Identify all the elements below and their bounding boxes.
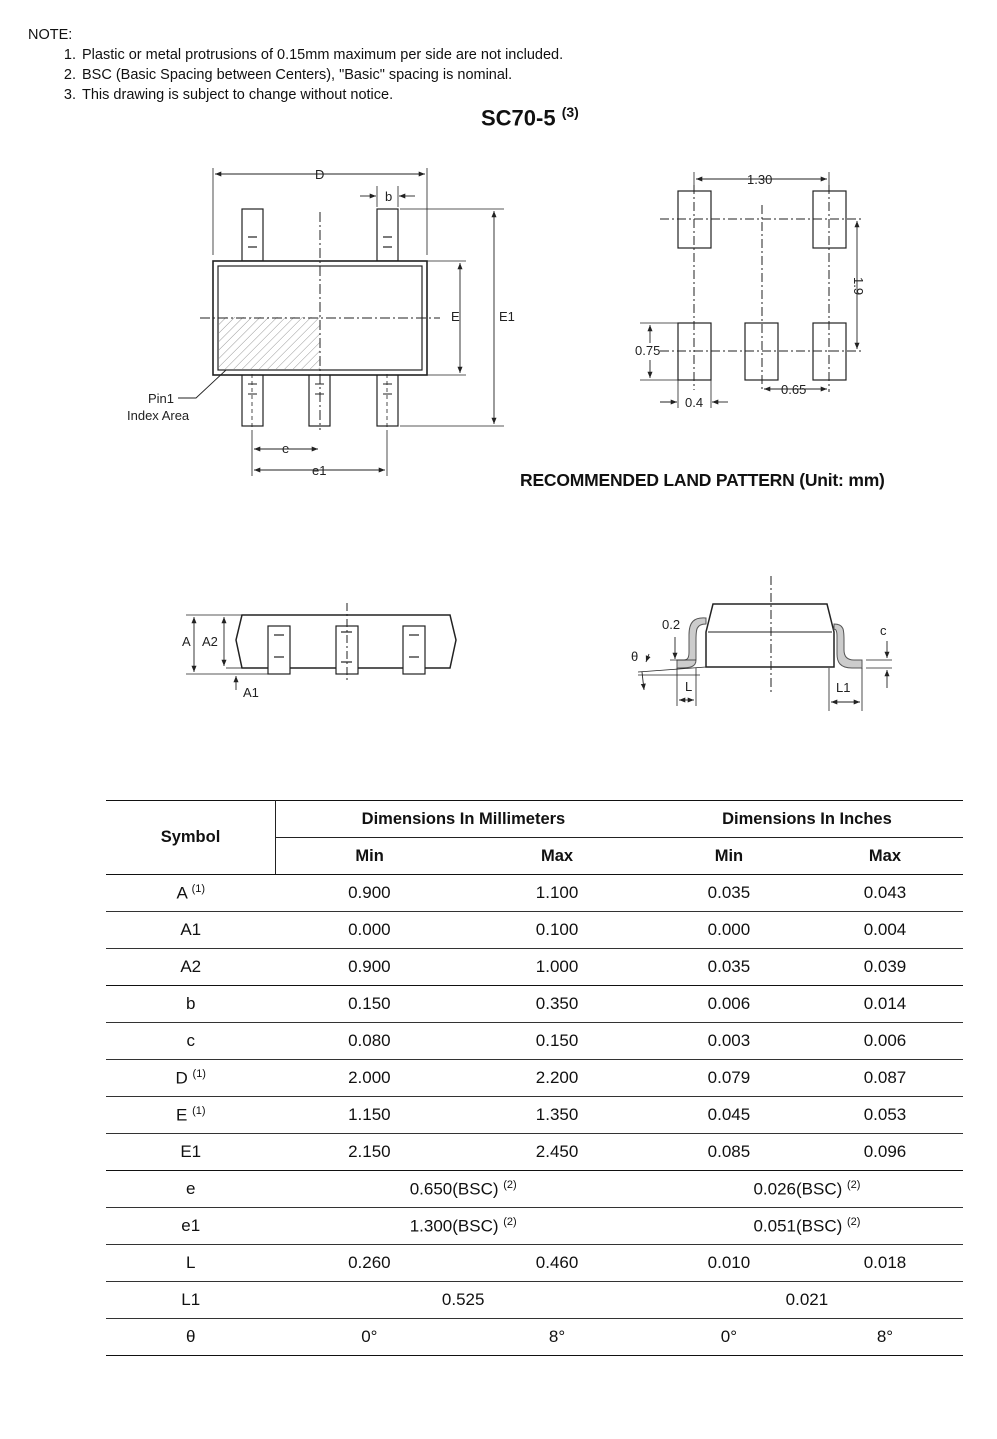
- dim-label-E1: E1: [499, 309, 515, 324]
- symbol-cell: [106, 1060, 276, 1097]
- table-row: [106, 1171, 963, 1208]
- end-view: [638, 576, 892, 711]
- end-body: [706, 604, 834, 667]
- in-span-cell-value: 0.051(BSC): [753, 1216, 843, 1236]
- in-span-cell-value: 0.021: [785, 1290, 829, 1309]
- table-row: [106, 1023, 963, 1060]
- mm-min-cell: [276, 1319, 464, 1356]
- mm-min-cell: [276, 1023, 464, 1060]
- symbol-cell: [106, 1097, 276, 1134]
- in-min-cell: [651, 1245, 807, 1282]
- dim-label-A2: A2: [202, 634, 218, 649]
- symbol-cell-value: D: [175, 1068, 188, 1088]
- table-row: [106, 875, 963, 912]
- mm-max-cell-value: 0.460: [535, 1253, 579, 1272]
- mm-min-cell-value: 0.900: [348, 883, 391, 902]
- mm-min-cell-value: 2.150: [348, 1142, 391, 1161]
- mm-max-cell: [463, 912, 651, 949]
- in-min-cell-value: 0.045: [707, 1105, 751, 1124]
- symbol-cell-note: (1): [192, 1067, 206, 1080]
- package-note-ref: (3): [561, 104, 579, 120]
- dim-label-0.4: 0.4: [685, 395, 704, 410]
- mm-span-cell: [276, 1282, 651, 1319]
- in-max-cell: [807, 1245, 963, 1282]
- dim-label-L1: L1: [836, 680, 851, 695]
- dim-label-A1: A1: [243, 685, 259, 700]
- symbol-cell: [106, 1208, 276, 1245]
- in-max-cell-value: 0.006: [863, 1031, 907, 1050]
- in-min-cell: [651, 1134, 807, 1171]
- table-row: [106, 1097, 963, 1134]
- in-max-cell-value: 0.004: [863, 920, 907, 939]
- mm-max-header: Max: [463, 838, 651, 875]
- in-min-cell: [651, 1023, 807, 1060]
- in-min-cell: [651, 1319, 807, 1356]
- in-max-cell: [807, 875, 963, 912]
- mm-max-cell-value: 8°: [548, 1327, 566, 1346]
- mm-min-cell-value: 0.080: [348, 1031, 391, 1050]
- mm-min-cell: [276, 1060, 464, 1097]
- in-min-cell: [651, 1060, 807, 1097]
- in-max-cell-value: 0.014: [863, 994, 907, 1013]
- in-min-cell-value: 0.000: [707, 920, 751, 939]
- index-area-label: Index Area: [127, 408, 190, 423]
- in-min-cell-value: 0°: [720, 1327, 738, 1346]
- in-span-cell-note: (2): [847, 1178, 861, 1191]
- land-pattern: [640, 172, 862, 408]
- symbol-cell-value: e: [186, 1179, 196, 1198]
- in-min-cell-value: 0.085: [707, 1142, 751, 1161]
- pin1-label: Pin1: [148, 391, 175, 406]
- table-body: [106, 875, 963, 1356]
- mm-span-cell-note: (2): [503, 1215, 517, 1228]
- in-min-cell: [651, 912, 807, 949]
- symbol-cell-value: L: [186, 1253, 196, 1272]
- dim-label-1.9: 1.9: [851, 277, 866, 296]
- mm-min-cell-value: 0.150: [348, 994, 391, 1013]
- table-row: [106, 1060, 963, 1097]
- dim-label-e1: e1: [312, 463, 327, 478]
- mm-max-cell: [463, 1097, 651, 1134]
- mm-max-cell: [463, 1023, 651, 1060]
- in-span-cell: [651, 1171, 963, 1208]
- mm-span-cell: [276, 1171, 651, 1208]
- table-row: [106, 1245, 963, 1282]
- mm-header: Dimensions In Millimeters: [276, 801, 651, 838]
- in-max-cell-value: 0.018: [863, 1253, 907, 1272]
- in-min-cell: [651, 875, 807, 912]
- dim-label-L: L: [685, 679, 693, 694]
- dim-label-theta: θ: [631, 649, 639, 664]
- in-min-cell-value: 0.006: [707, 994, 751, 1013]
- mm-min-cell-value: 0.260: [348, 1253, 391, 1272]
- in-max-cell: [807, 912, 963, 949]
- symbol-cell-value: θ: [186, 1327, 196, 1346]
- mm-max-cell-value: 0.100: [535, 920, 579, 939]
- mm-min-header: Min: [276, 838, 464, 875]
- in-min-cell: [651, 949, 807, 986]
- symbol-cell-value: E: [175, 1105, 188, 1125]
- dim-label-e: e: [282, 441, 290, 456]
- in-max-cell: [807, 1023, 963, 1060]
- mm-max-cell: [463, 949, 651, 986]
- mm-min-cell: [276, 875, 464, 912]
- dim-label-A: A: [182, 634, 191, 649]
- pin1-index-area: [219, 317, 320, 369]
- in-min-cell-value: 0.010: [707, 1253, 751, 1272]
- mm-min-cell-value: 0.000: [348, 920, 391, 939]
- symbol-cell: [106, 1319, 276, 1356]
- in-min-cell-value: 0.079: [707, 1068, 751, 1087]
- mm-max-cell: [463, 1060, 651, 1097]
- mm-max-cell: [463, 1245, 651, 1282]
- in-span-cell-value: 0.026(BSC): [753, 1179, 843, 1199]
- symbol-cell: [106, 1134, 276, 1171]
- symbol-cell: [106, 949, 276, 986]
- symbol-cell-value: E1: [180, 1142, 202, 1161]
- mm-min-cell-value: 0.900: [348, 957, 391, 976]
- mm-max-cell-value: 0.150: [535, 1031, 579, 1050]
- mm-min-cell: [276, 1134, 464, 1171]
- mm-span-cell-value: 0.650(BSC): [409, 1179, 499, 1199]
- symbol-cell: [106, 875, 276, 912]
- land-pattern-title: RECOMMENDED LAND PATTERN (Unit: mm): [520, 470, 885, 490]
- in-max-cell: [807, 949, 963, 986]
- mm-min-cell: [276, 912, 464, 949]
- dim-label-b: b: [385, 189, 393, 204]
- symbol-cell: [106, 1171, 276, 1208]
- in-max-cell: [807, 1060, 963, 1097]
- symbol-cell-value: A1: [180, 920, 202, 939]
- table-row: [106, 1208, 963, 1245]
- note-item: 3. This drawing is subject to change without notice.: [80, 85, 563, 105]
- dim-label-0.65: 0.65: [781, 382, 807, 397]
- in-min-cell-value: 0.003: [707, 1031, 751, 1050]
- lead: [242, 209, 263, 261]
- dim-label-c: c: [880, 623, 887, 638]
- note-heading: NOTE:: [28, 27, 73, 43]
- mm-min-cell: [276, 949, 464, 986]
- dim-label-1.30: 1.30: [747, 172, 773, 187]
- in-max-cell: [807, 986, 963, 1023]
- in-span-cell-note: (2): [847, 1215, 861, 1228]
- in-span-cell: [651, 1208, 963, 1245]
- mm-min-cell-value: 2.000: [348, 1068, 391, 1087]
- in-max-header: Max: [807, 838, 963, 875]
- mm-max-cell-value: 2.200: [535, 1068, 579, 1087]
- mm-min-cell-value: 0°: [361, 1327, 378, 1346]
- symbol-cell: [106, 1245, 276, 1282]
- in-max-cell: [807, 1319, 963, 1356]
- mm-max-cell: [463, 875, 651, 912]
- mm-max-cell-value: 1.000: [535, 957, 579, 976]
- in-max-cell: [807, 1134, 963, 1171]
- mm-max-cell-value: 0.350: [535, 994, 579, 1013]
- note-item: 1. Plastic or metal protrusions of 0.15mm maximum per side are not included.: [80, 45, 563, 65]
- in-min-cell-value: 0.035: [707, 957, 751, 976]
- mm-min-cell: [276, 1245, 464, 1282]
- symbol-cell-value: c: [186, 1031, 195, 1050]
- dim-label-0.2: 0.2: [662, 617, 681, 632]
- mm-min-cell: [276, 986, 464, 1023]
- mm-max-cell-value: 2.450: [535, 1142, 579, 1161]
- table-row: [106, 986, 963, 1023]
- mm-span-cell-value: 0.525: [441, 1290, 485, 1309]
- in-min-cell: [651, 1097, 807, 1134]
- symbol-header: Symbol: [106, 801, 276, 875]
- dimensions-table: [106, 800, 963, 1356]
- symbol-cell-value: A2: [180, 957, 202, 976]
- mm-max-cell: [463, 1134, 651, 1171]
- mm-max-cell: [463, 1319, 651, 1356]
- mm-max-cell-value: 1.100: [535, 883, 579, 902]
- in-max-cell-value: 0.096: [863, 1142, 907, 1161]
- lead: [377, 374, 398, 426]
- symbol-cell: [106, 912, 276, 949]
- side-view: [186, 603, 456, 690]
- mm-min-cell: [276, 1097, 464, 1134]
- symbol-cell-value: e1: [181, 1216, 201, 1235]
- in-max-cell-value: 0.039: [863, 957, 907, 976]
- symbol-cell-value: A: [176, 883, 187, 903]
- lead: [242, 374, 263, 426]
- mm-max-cell-value: 1.350: [535, 1105, 579, 1124]
- in-min-cell-value: 0.035: [707, 883, 751, 902]
- in-span-cell: [651, 1282, 963, 1319]
- table-row: [106, 949, 963, 986]
- table-row: [106, 1134, 963, 1171]
- mm-min-cell-value: 1.150: [348, 1105, 391, 1124]
- lead: [377, 209, 398, 261]
- symbol-cell-value: b: [186, 994, 196, 1013]
- in-min-cell: [651, 986, 807, 1023]
- in-max-cell-value: 8°: [876, 1327, 894, 1346]
- dim-label-0.75: 0.75: [635, 343, 661, 358]
- symbol-cell: [106, 1023, 276, 1060]
- table-row: [106, 1319, 963, 1356]
- mm-max-cell: [463, 986, 651, 1023]
- in-max-cell-value: 0.043: [863, 883, 907, 902]
- in-min-header: Min: [651, 838, 807, 875]
- symbol-cell-note: (1): [192, 1104, 206, 1117]
- symbol-cell: [106, 1282, 276, 1319]
- mm-span-cell-value: 1.300(BSC): [409, 1216, 499, 1236]
- in-max-cell-value: 0.053: [863, 1105, 907, 1124]
- mm-span-cell-note: (2): [503, 1178, 517, 1191]
- symbol-cell-note: (1): [191, 882, 206, 895]
- in-max-cell: [807, 1097, 963, 1134]
- table-row: [106, 912, 963, 949]
- dim-label-D: D: [315, 167, 325, 182]
- table-row: [106, 1282, 963, 1319]
- symbol-cell-value: L1: [181, 1290, 201, 1309]
- in-header: Dimensions In Inches: [651, 801, 963, 838]
- in-max-cell-value: 0.087: [863, 1068, 907, 1087]
- note-item: 2. BSC (Basic Spacing between Centers), "Basic" spacing is nominal.: [80, 65, 563, 85]
- dim-label-E: E: [451, 309, 460, 324]
- symbol-cell: [106, 986, 276, 1023]
- mm-span-cell: [276, 1208, 651, 1245]
- table-header-row: [106, 801, 963, 838]
- package-name: SC70-5: [481, 105, 556, 131]
